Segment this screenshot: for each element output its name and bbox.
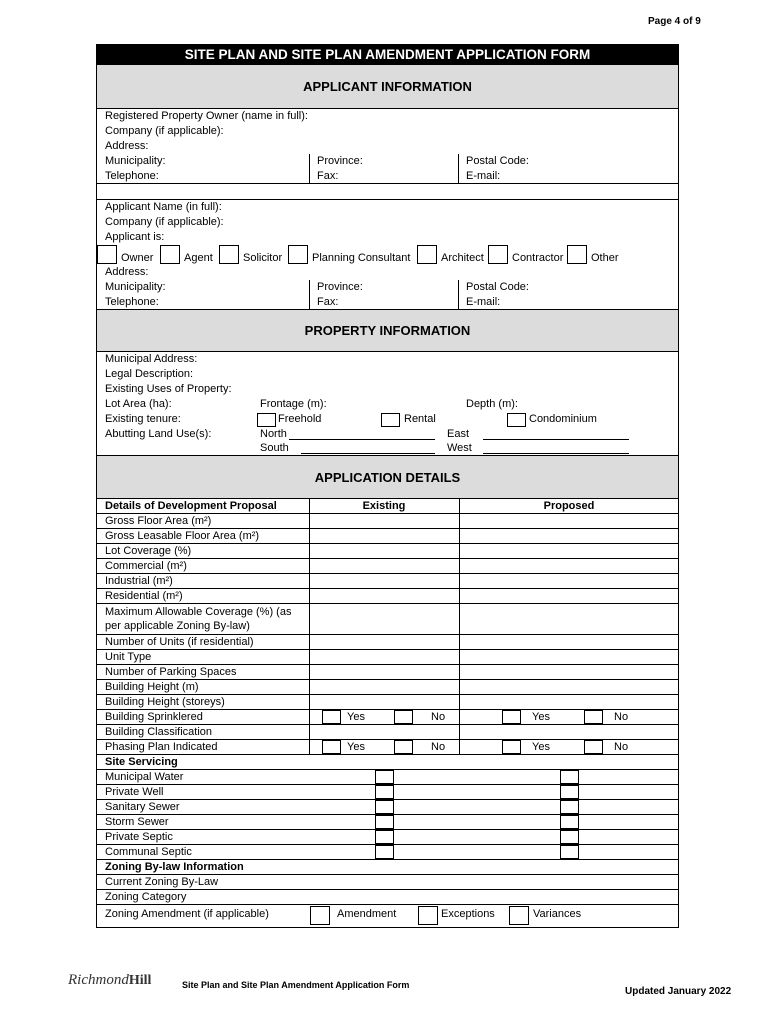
checkbox-condominium[interactable] [507, 413, 526, 427]
servicing-row [97, 800, 678, 815]
checkbox-servicing-proposed[interactable] [560, 785, 579, 799]
existing-tenure-row: Existing tenure: Freehold Rental Condominium [105, 413, 597, 425]
checkbox-phasing-existing-yes[interactable] [322, 740, 341, 754]
checkbox-sprinklered-proposed-no[interactable] [584, 710, 603, 724]
footer-form-name: Site Plan and Site Plan Amendment Application Form [182, 980, 410, 990]
checkbox-contractor[interactable] [488, 245, 508, 264]
detail-row-label: Unit Type [105, 651, 152, 663]
detail-row-label: Gross Floor Area (m²) [105, 515, 212, 527]
checkbox-phasing-proposed-no[interactable] [584, 740, 603, 754]
application-form [96, 44, 679, 928]
checkbox-solicitor[interactable] [219, 245, 239, 264]
checkbox-amendment[interactable] [310, 906, 330, 925]
detail-row[interactable] [97, 589, 678, 604]
detail-row-label: Industrial (m²) [105, 575, 173, 587]
owner-telephone-row[interactable]: Telephone: Fax: E-mail: [97, 169, 678, 184]
servicing-row [97, 770, 678, 785]
checkbox-sprinklered-existing-no[interactable] [394, 710, 413, 724]
current-zoning-row[interactable]: Current Zoning By-Law [97, 875, 678, 890]
site-servicing-heading: Site Servicing [97, 755, 678, 770]
checkbox-servicing-existing[interactable] [375, 815, 394, 829]
detail-row[interactable] [97, 665, 678, 680]
checkbox-other[interactable] [567, 245, 587, 264]
checkbox-servicing-proposed[interactable] [560, 845, 579, 859]
servicing-row [97, 785, 678, 800]
servicing-row-label: Sanitary Sewer [105, 801, 180, 813]
detail-row-label: Gross Leasable Floor Area (m²) [105, 530, 260, 542]
checkbox-servicing-existing[interactable] [375, 830, 394, 844]
checkbox-servicing-existing[interactable] [375, 845, 394, 859]
checkbox-variances[interactable] [509, 906, 529, 925]
property-info-heading: PROPERTY INFORMATION [97, 310, 678, 352]
zoning-amendment-row: Zoning Amendment (if applicable) Amendment Exceptions Variances [97, 905, 678, 927]
owner-address-field[interactable]: Address: [105, 140, 149, 152]
checkbox-phasing-proposed-yes[interactable] [502, 740, 521, 754]
detail-row-label: Number of Parking Spaces [105, 666, 237, 678]
municipal-address-field[interactable]: Municipal Address: [105, 353, 198, 365]
applicant-municipality-row[interactable]: Municipality: Province: Postal Code: [105, 281, 529, 293]
checkbox-freehold[interactable] [257, 413, 276, 427]
applicant-is-label: Applicant is: [105, 231, 165, 243]
page-number: Page 4 of 9 [648, 16, 701, 27]
details-table [97, 499, 678, 927]
checkbox-planning-consultant[interactable] [288, 245, 308, 264]
checkbox-owner[interactable] [97, 245, 117, 264]
owner-company-field[interactable]: Company (if applicable): [105, 125, 224, 137]
checkbox-sprinklered-proposed-yes[interactable] [502, 710, 521, 724]
servicing-row-label: Municipal Water [105, 771, 184, 783]
checkbox-rental[interactable] [381, 413, 400, 427]
detail-row-label: Residential (m²) [105, 590, 183, 602]
checkbox-agent[interactable] [160, 245, 180, 264]
footer-updated: Updated January 2022 [625, 986, 732, 997]
detail-row[interactable] [97, 529, 678, 544]
detail-row-label: Building Height (m) [105, 681, 199, 693]
servicing-row [97, 845, 678, 860]
detail-row[interactable] [97, 574, 678, 589]
checkbox-phasing-existing-no[interactable] [394, 740, 413, 754]
detail-row-label: Commercial (m²) [105, 560, 187, 572]
lot-area-row[interactable]: Lot Area (ha): Frontage (m): Depth (m): [105, 398, 518, 410]
applicant-info-heading: APPLICANT INFORMATION [97, 65, 678, 109]
form-title: SITE PLAN AND SITE PLAN AMENDMENT APPLICATION FORM [97, 45, 678, 65]
applicant-company-field[interactable]: Company (if applicable): [105, 216, 224, 228]
existing-uses-field[interactable]: Existing Uses of Property: [105, 383, 232, 395]
legal-description-field[interactable]: Legal Description: [105, 368, 194, 380]
applicant-telephone-row[interactable]: Telephone: Fax: E-mail: [97, 295, 678, 310]
detail-row-label: Maximum Allowable Coverage (%) (as per applicable Zoning By-law) [105, 606, 292, 632]
detail-row[interactable] [97, 604, 678, 635]
servicing-row-label: Private Well [105, 786, 164, 798]
applicant-address-field[interactable]: Address: [105, 266, 149, 278]
servicing-row-label: Communal Septic [105, 846, 192, 858]
detail-row[interactable] [97, 559, 678, 574]
detail-row[interactable] [97, 514, 678, 529]
checkbox-servicing-proposed[interactable] [560, 815, 579, 829]
phasing-row: Phasing Plan Indicated Yes No Yes No [97, 740, 678, 755]
detail-row[interactable] [97, 650, 678, 665]
servicing-row-label: Storm Sewer [105, 816, 169, 828]
servicing-row-label: Private Septic [105, 831, 173, 843]
abutting-north-row[interactable]: Abutting Land Use(s): North East [97, 427, 678, 441]
checkbox-servicing-proposed[interactable] [560, 800, 579, 814]
richmond-hill-logo: RichmondHill [68, 972, 152, 988]
checkbox-sprinklered-existing-yes[interactable] [322, 710, 341, 724]
details-header-row: Details of Development Proposal Existing Proposed [97, 499, 678, 514]
detail-row[interactable] [97, 635, 678, 650]
abutting-south-row[interactable]: South West [97, 441, 678, 456]
sprinklered-row: Building Sprinklered Yes No Yes No [97, 710, 678, 725]
detail-row-label: Building Height (storeys) [105, 696, 225, 708]
detail-row[interactable] [97, 680, 678, 695]
checkbox-servicing-existing[interactable] [375, 785, 394, 799]
checkbox-servicing-proposed[interactable] [560, 830, 579, 844]
detail-row[interactable] [97, 544, 678, 559]
checkbox-servicing-existing[interactable] [375, 770, 394, 784]
checkbox-servicing-proposed[interactable] [560, 770, 579, 784]
owner-municipality-row[interactable]: Municipality: Province: Postal Code: [105, 155, 529, 167]
servicing-row [97, 830, 678, 845]
application-details-heading: APPLICATION DETAILS [97, 456, 678, 499]
owner-name-field[interactable]: Registered Property Owner (name in full): [105, 110, 308, 122]
detail-row-label: Number of Units (if residential) [105, 636, 254, 648]
zoning-category-row[interactable]: Zoning Category [97, 890, 678, 905]
spacer-row [97, 184, 678, 200]
servicing-row [97, 815, 678, 830]
zoning-heading: Zoning By-law Information [97, 860, 678, 875]
classification-row[interactable]: Building Classification [97, 725, 678, 740]
detail-row-label: Lot Coverage (%) [105, 545, 192, 557]
checkbox-exceptions[interactable] [418, 906, 438, 925]
checkbox-servicing-existing[interactable] [375, 800, 394, 814]
applicant-role-row: Owner Agent Solicitor Planning Consultant Architect Contractor Other [97, 245, 678, 265]
checkbox-architect[interactable] [417, 245, 437, 264]
detail-row[interactable] [97, 695, 678, 710]
applicant-name-field[interactable]: Applicant Name (in full): [105, 201, 222, 213]
